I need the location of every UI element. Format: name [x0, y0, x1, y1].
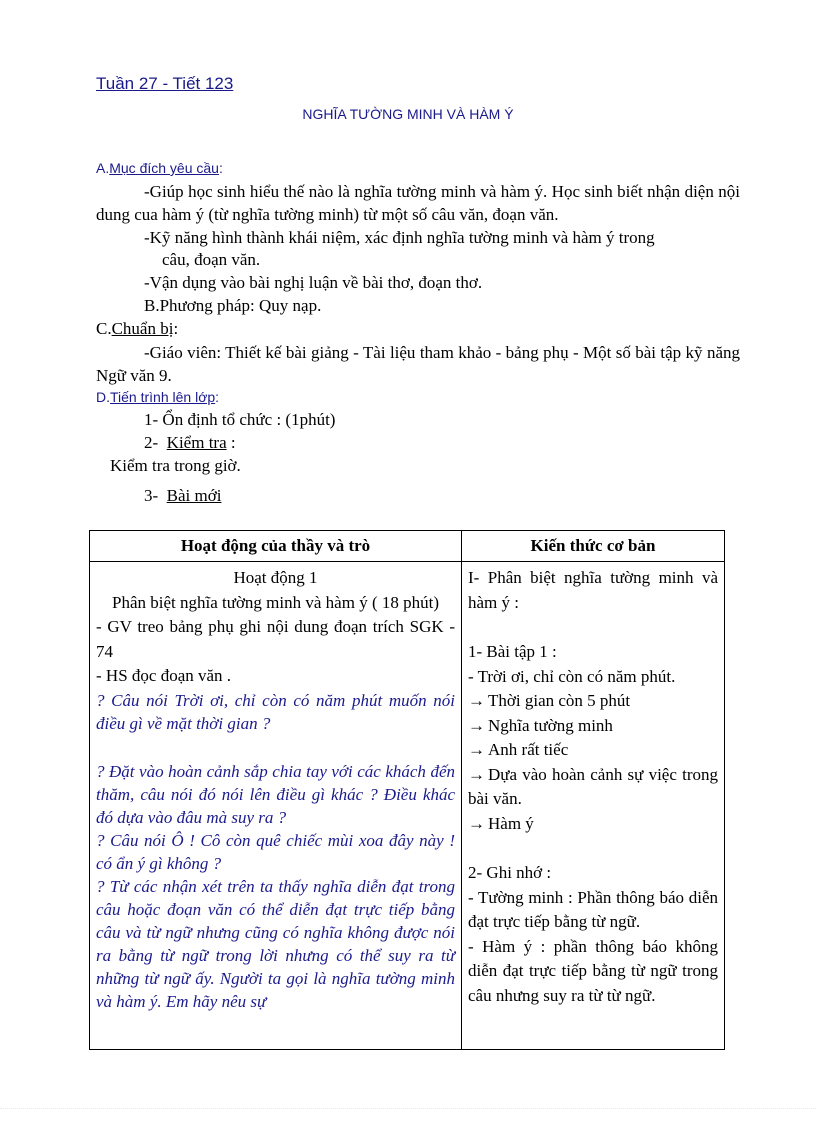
column-header-knowledge: Kiến thức cơ bản: [462, 531, 725, 562]
section-b-method: B.Phương pháp: Quy nạp.: [144, 296, 322, 315]
exercise-line-1: - Trời ơi, chỉ còn có năm phút.: [468, 666, 676, 686]
section-c-heading: [96, 319, 178, 339]
section-d-heading: [96, 389, 219, 405]
step-2: [144, 433, 236, 453]
section-d-suffix: :: [215, 389, 220, 405]
section-a-goal-2a: -Kỹ năng hình thành khái niệm, xác định nghĩa tường minh và hàm ý trong: [144, 228, 655, 247]
teacher-step: - GV treo bảng phụ ghi nội dung đoạn trích SGK - 74: [96, 617, 455, 661]
arrow-right-icon: →: [468, 691, 485, 710]
activity-name: Hoạt động 1: [233, 568, 318, 587]
section-a-heading: [96, 160, 223, 176]
arrow-right-icon: →: [468, 764, 485, 784]
question-3: ? Câu nói Ô ! Cô còn quê chiếc mùi xoa đây này ! có ẩn ý gì không ?: [96, 830, 455, 873]
section-a-goal-2b: câu, đoạn văn.: [162, 250, 261, 269]
activities-cell: [90, 562, 462, 1050]
arrow-right-icon: →: [468, 813, 485, 833]
exercise-label: 1- Bài tập 1 :: [468, 642, 557, 661]
section-a-title: Mục đích yêu cầu: [109, 160, 219, 176]
knowledge-heading: I- Phân biệt nghĩa tường minh và hàm ý :: [468, 568, 718, 612]
step-3-number: 3-: [144, 486, 167, 505]
arrow-right-icon: →: [468, 740, 485, 759]
note-explicit: - Tường minh : Phần thông báo diễn đạt trực tiếp bằng từ ngữ.: [468, 887, 718, 931]
lesson-title: NGHĨA TƯỜNG MINH VÀ HÀM Ý: [302, 106, 514, 122]
section-c-suffix: :: [173, 319, 179, 338]
activity-title: Phân biệt nghĩa tường minh và hàm ý ( 18 phút): [112, 592, 439, 612]
section-a-suffix: :: [218, 160, 223, 176]
section-c-teacher-prep: -Giáo viên: Thiết kế bài giảng - Tài liệu tham khảo - bảng phụ - Một số bài tập kỹ năng Ngữ văn 9.: [96, 343, 740, 385]
question-1: ? Câu nói Trời ơi, chỉ còn có năm phút muốn nói điều gì về mặt thời gian ?: [96, 690, 455, 733]
step-3: [144, 486, 221, 506]
exercise-line-3: → Nghĩa tường minh: [468, 714, 718, 739]
exercise-line-6: → Hàm ý: [468, 812, 718, 837]
step-2-number: 2-: [144, 433, 167, 452]
section-d-prefix: D.: [96, 389, 110, 405]
exercise-line-2: → Thời gian còn 5 phút: [468, 689, 718, 714]
note-label: 2- Ghi nhớ :: [468, 863, 552, 882]
section-c-title: Chuẩn bị: [111, 319, 174, 338]
step-3-label: Bài mới: [166, 486, 222, 505]
student-step: - HS đọc đoạn văn .: [96, 666, 232, 685]
column-header-activities: Hoạt động của thầy và trò: [90, 531, 462, 562]
section-c-prefix: C.: [96, 319, 112, 338]
page-footer-strip: [0, 1108, 816, 1123]
exercise-line-4: → Anh rất tiếc: [468, 738, 718, 763]
section-d-title: Tiến trình lên lớp: [110, 389, 216, 405]
arrow-right-icon: →: [468, 715, 485, 735]
step-1: 1- Ổn định tổ chức : (1phút): [144, 410, 336, 429]
table-row: [90, 562, 725, 1050]
question-2: ? Đặt vào hoàn cảnh sắp chia tay với các khách đến thăm, câu nói đó nói lên điều gì khác ? Điều khác đó dựa vào đâu mà suy ra ?: [96, 761, 455, 827]
section-a-goal-3: -Vận dụng vào bài nghị luận về bài thơ, đoạn thơ.: [144, 273, 483, 292]
step-2-label: Kiểm tra: [166, 433, 227, 452]
exercise-line-5: → Dựa vào hoàn cảnh sự việc trong bài văn.: [468, 764, 718, 808]
note-implicit: - Hàm ý : phần thông báo không diễn đạt trực tiếp bằng từ ngữ trong câu nhưng suy ra từ từ ngữ.: [468, 936, 718, 1005]
table-header-row: [90, 531, 725, 562]
question-4: ? Từ các nhận xét trên ta thấy nghĩa diễn đạt trong câu hoặc đoạn văn có thể diễn đạt trực tiếp bằng câu và từ ngữ nhưng cũng có nghĩa không được nói ra bằng từ ngữ trong lời nhưng có thể suy ra từ những từ ngữ ấy. Người ta gọi là nghĩa tường minh và hàm ý. Em hãy nêu sự: [96, 876, 455, 1011]
step-2-suffix: :: [226, 433, 236, 452]
section-a-prefix: A.: [96, 160, 110, 176]
lesson-week: Tuần 27 - Tiết 123: [96, 74, 234, 93]
step-2-body: Kiểm tra trong giờ.: [110, 456, 241, 475]
section-a-goal-1: -Giúp học sinh hiểu thế nào là nghĩa tường minh và hàm ý. Học sinh biết nhận diện nội dung cua hàm ý (từ nghĩa tường minh) từ một số câu văn, đoạn văn.: [96, 182, 740, 224]
lesson-table: [89, 530, 725, 1050]
knowledge-cell: [462, 562, 725, 1050]
